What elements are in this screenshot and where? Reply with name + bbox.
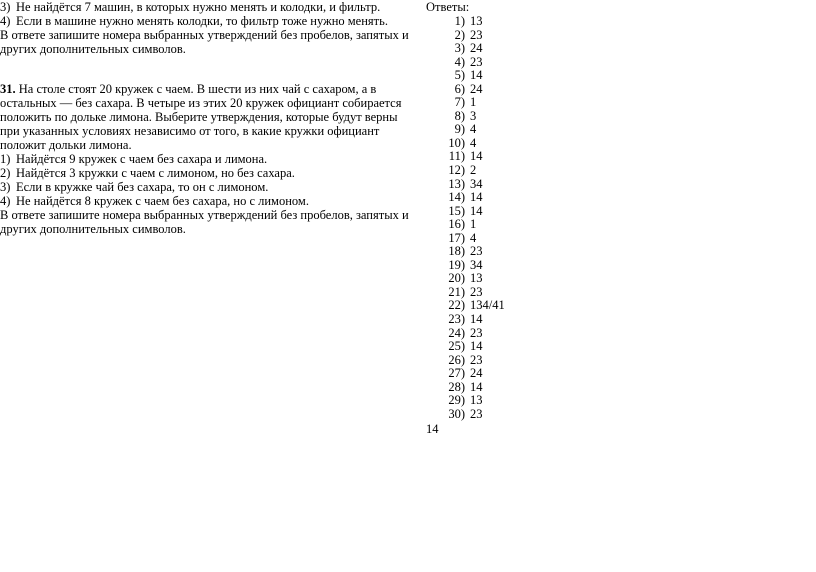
answer-index: 25)	[448, 339, 465, 354]
answer-index: 29)	[448, 393, 465, 408]
answer-value: 4	[470, 135, 477, 150]
answer-item	[425, 366, 535, 380]
task-statement-1	[0, 152, 395, 166]
answer-index: 17)	[448, 230, 465, 245]
answer-item	[425, 204, 535, 218]
answer-item	[425, 244, 535, 258]
answer-index: 8)	[454, 108, 465, 123]
statement-number: 3)	[0, 0, 11, 14]
answer-item	[425, 149, 535, 163]
task-statement-3	[0, 180, 395, 194]
statement-text: Если в кружке чай без сахара, то он с лимоном.	[16, 180, 269, 194]
answer-index: 6)	[454, 81, 465, 96]
answer-item	[425, 258, 535, 272]
answer-index: 10)	[448, 135, 465, 150]
task-text-line: положит дольки лимона.	[0, 138, 132, 152]
answer-index: 2)	[454, 27, 465, 42]
task-text: На столе стоят 20 кружек с чаем. В шести из них чай с сахаром, а в	[15, 82, 377, 96]
spacer	[0, 69, 395, 82]
statement-text: Если в машине нужно менять колодки, то фильтр тоже нужно менять.	[16, 14, 388, 28]
answer-item	[425, 271, 535, 285]
task-text-line: при указанных условиях независимо от того, в какие кружки официант	[0, 124, 380, 138]
answer-value: 3	[470, 108, 477, 123]
answer-index: 30)	[448, 406, 465, 421]
statement-prev-4	[0, 14, 395, 28]
answer-index: 22)	[448, 298, 465, 313]
task-statement-2	[0, 166, 395, 180]
answer-index: 12)	[448, 163, 465, 178]
statement-text: Не найдётся 7 машин, в которых нужно менять и колодки, и фильтр.	[16, 0, 381, 14]
answer-value: 1	[470, 95, 477, 110]
answer-item	[425, 136, 535, 150]
task-text-line: положить по дольке лимона. Выберите утверждения, которые будут верны	[0, 110, 398, 124]
answer-value: 13	[470, 393, 483, 408]
answer-index: 20)	[448, 271, 465, 286]
answer-index: 18)	[448, 244, 465, 259]
answer-value: 4	[470, 122, 477, 137]
answer-item	[425, 326, 535, 340]
statement-text: Найдётся 9 кружек с чаем без сахара и лимона.	[16, 152, 268, 166]
answer-index: 5)	[454, 68, 465, 83]
answer-value: 14	[470, 68, 483, 83]
answer-index: 15)	[448, 203, 465, 218]
answer-value: 24	[470, 81, 483, 96]
task-statement-4	[0, 194, 395, 208]
answer-item	[425, 217, 535, 231]
answer-item	[425, 298, 535, 312]
answer-index: 24)	[448, 325, 465, 340]
answers-title: Ответы:	[426, 0, 470, 14]
answer-index: 14)	[448, 190, 465, 205]
answer-index: 7)	[454, 95, 465, 110]
answer-value: 23	[470, 352, 483, 367]
answer-value: 24	[470, 366, 483, 381]
answer-index: 21)	[448, 284, 465, 299]
answer-value: 23	[470, 284, 483, 299]
answer-index: 9)	[454, 122, 465, 137]
answer-item	[425, 82, 535, 96]
answer-value: 14	[470, 379, 483, 394]
answer-item	[425, 312, 535, 326]
answer-item	[425, 95, 535, 109]
answer-index: 3)	[454, 41, 465, 56]
statement-number: 3)	[0, 180, 11, 194]
instruction-line: других дополнительных символов.	[0, 222, 186, 236]
answer-item	[425, 122, 535, 136]
answer-value: 14	[470, 339, 483, 354]
answer-index: 27)	[448, 366, 465, 381]
answer-item	[425, 380, 535, 394]
answer-value: 134/41	[470, 298, 505, 313]
answer-item	[425, 68, 535, 82]
answer-value: 14	[470, 312, 483, 327]
answer-item	[425, 41, 535, 55]
answer-item	[425, 177, 535, 191]
answer-value: 34	[470, 176, 483, 191]
answer-value: 13	[470, 271, 483, 286]
statement-number: 4)	[0, 14, 11, 28]
instruction-line: других дополнительных символов.	[0, 42, 186, 56]
answer-item	[425, 28, 535, 42]
answer-value: 14	[470, 203, 483, 218]
answer-value: 23	[470, 406, 483, 421]
answer-value: 13	[470, 14, 483, 28]
answer-value: 23	[470, 27, 483, 42]
answer-value: 23	[470, 54, 483, 69]
answer-item	[425, 163, 535, 177]
statement-text: Не найдётся 8 кружек с чаем без сахара, но с лимоном.	[16, 194, 309, 208]
answer-index: 4)	[454, 54, 465, 69]
statement-number: 2)	[0, 166, 11, 180]
answers-list	[425, 14, 535, 420]
answer-index: 11)	[448, 149, 465, 164]
answer-value: 1	[470, 217, 477, 232]
answer-index: 19)	[448, 257, 465, 272]
answer-item	[425, 109, 535, 123]
instruction-line: В ответе запишите номера выбранных утверждений без пробелов, запятых и	[0, 28, 409, 42]
statement-prev-3	[0, 0, 395, 14]
answer-item	[425, 231, 535, 245]
answer-index: 26)	[448, 352, 465, 367]
answer-value: 14	[470, 190, 483, 205]
answer-index: 28)	[448, 379, 465, 394]
left-column	[0, 0, 409, 236]
answer-value: 23	[470, 244, 483, 259]
answer-item	[425, 339, 535, 353]
answer-index: 1)	[454, 14, 465, 28]
spacer	[0, 56, 395, 69]
page-number: 14	[426, 422, 439, 436]
task-number: 31.	[0, 82, 16, 96]
answer-item	[425, 55, 535, 69]
answer-value: 4	[470, 230, 477, 245]
answer-item	[425, 353, 535, 367]
answer-value: 14	[470, 149, 483, 164]
answer-value: 2	[470, 163, 477, 178]
answer-item	[425, 190, 535, 204]
answer-item	[425, 393, 535, 407]
answer-index: 23)	[448, 312, 465, 327]
answers-column	[425, 0, 535, 420]
statement-number: 4)	[0, 194, 11, 208]
answer-item	[425, 407, 535, 421]
statement-text: Найдётся 3 кружки с чаем с лимоном, но без сахара.	[16, 166, 295, 180]
statement-number: 1)	[0, 152, 11, 166]
answer-item	[425, 285, 535, 299]
answer-index: 13)	[448, 176, 465, 191]
answer-index: 16)	[448, 217, 465, 232]
answer-value: 24	[470, 41, 483, 56]
task-31-line-1	[0, 82, 395, 96]
answer-value: 23	[470, 325, 483, 340]
answer-item	[425, 14, 535, 28]
task-text-line: остальных — без сахара. В четыре из этих 20 кружек официант собирается	[0, 96, 402, 110]
instruction-line: В ответе запишите номера выбранных утверждений без пробелов, запятых и	[0, 208, 409, 222]
answer-value: 34	[470, 257, 483, 272]
